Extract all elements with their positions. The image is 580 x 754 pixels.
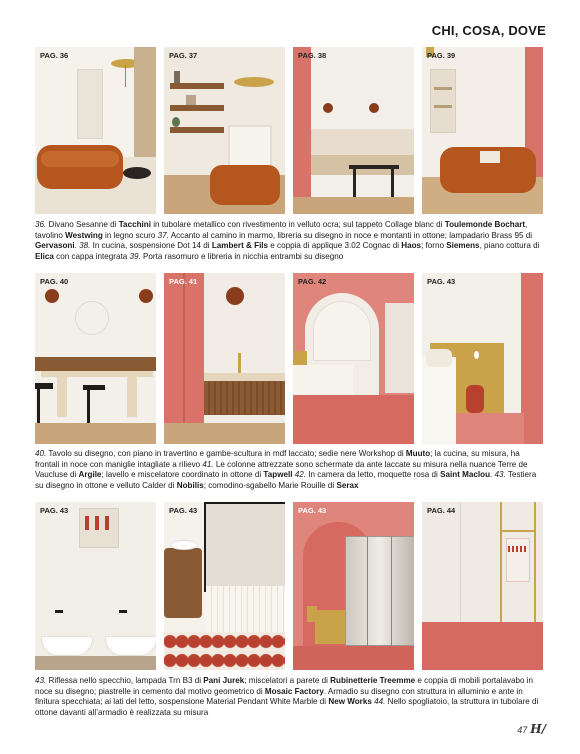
caption-text: Testiera su disegno in ottone e velluto Calder di [35,470,537,490]
caption-text: in tubolare metallico con rivestimento in velluto ocra; sul tappeto Collage blanc di [150,220,445,229]
photo-dressing-room [422,502,543,670]
photo-bedroom-arch [293,273,414,444]
page-tag: PAG. 44 [427,506,456,515]
brand-name: Lambert & Fils [211,241,269,251]
caption-text: 44. [374,697,386,707]
photo-bathroom-sinks [35,502,156,670]
page-header-title: CHI, COSA, DOVE [431,23,546,38]
caption-text: e coppia di applique 3.02 Cognac di [268,241,402,251]
caption-text: . [490,470,495,480]
photo-travertine-table [35,273,156,444]
page-tag: PAG. 42 [298,277,327,286]
brand-name: Tapwell [263,470,293,480]
page-tag: PAG. 43 [40,506,69,515]
caption-text: Divano Sesanne di [46,220,119,229]
caption-block-1 [35,220,545,262]
brand-name: Haos [401,241,422,251]
page-tag: PAG. 37 [169,51,198,60]
photo-kitchen-pink [293,47,414,214]
page-tag: PAG. 43 [169,506,198,515]
caption-text: e coppia di mobili portalavabo in noce su disegno; piastrelle in cemento dal motivo geometrico di [35,676,534,696]
caption-text: 39. [129,251,141,261]
brand-name: Tacchini [118,220,151,229]
caption-text: 42. [294,470,307,480]
brand-name: New Works [328,697,372,707]
page-tag: PAG. 43 [298,506,327,515]
caption-text: ; miscelatori a parete di [244,676,331,685]
caption-text: Riflessa nello specchio, lampada Trn B3 di [46,676,204,685]
caption-text: Nello spogliatoio, la struttura in tubolare di ottone davanti all’armadio è realizzata su misura [35,697,539,717]
caption-text: con cappa integrata [53,251,130,261]
caption-text: 43. [494,470,506,480]
brand-name: Gervasoni [35,241,75,251]
brand-name: Serax [336,480,359,490]
photo-niche-sofa [422,47,543,214]
caption-text: Tavolo su disegno, con piano in travertino e gambe-scultura in mdf laccato; sedie nere Workshop di [46,449,406,458]
page-footer [517,722,546,736]
caption-text: Le colonne attrezzate sono schermate da ante laccate su misura nella nuance Terre de Vaucluse di [35,459,528,480]
magazine-logo: H/ [530,722,546,736]
caption-text: In camera da letto, moquette rosa di [306,470,441,480]
caption-text: 37. [157,230,169,240]
caption-text: . [74,241,80,251]
brand-name: Saint Maclou [440,470,491,480]
caption-text: In cucina, sospensione Dot 14 di [90,241,212,251]
caption-text: ; la cucina, su misura, ha frontali in noce con maniglie intagliate a rilievo [35,449,520,469]
caption-text: 38. [79,241,91,251]
caption-text: ; forno [421,241,447,251]
page-number: 47 [517,725,528,735]
caption-text: 36. [35,220,47,229]
photo-headboard-brass [422,273,543,444]
page-tag: PAG. 40 [40,277,69,286]
caption-text: ; comodino-sgabello Marie Rouille di [203,480,337,490]
brand-name: Elica [35,251,54,261]
brand-name: Toulemonde Bochart [444,220,526,229]
page-tag: PAG. 36 [40,51,69,60]
photo-row-1 [35,47,543,214]
page-tag: PAG. 43 [427,277,456,286]
caption-text: 41. [202,459,214,469]
photo-row-3 [35,502,543,670]
page-tag: PAG. 38 [298,51,327,60]
caption-text: Accanto al camino in marmo, libreria su disegno in noce e montanti in ottone; lampadario Brass 95 di [168,230,533,240]
caption-text: Porta rasomuro e libreria in nicchia entrambi su disegno [140,251,344,261]
photo-row-2 [35,273,543,444]
photo-bathroom-tiles [164,502,285,670]
brand-name: Nobilis [176,480,204,490]
caption-text: , tavolino [35,220,528,240]
caption-block-2 [35,449,545,491]
brand-name: Westwing [65,230,103,240]
photo-mirrored-wardrobe [293,502,414,670]
caption-text: , piano cottura di [479,241,540,251]
photo-fireplace-bookshelf [164,47,285,214]
page-tag: PAG. 39 [427,51,456,60]
photo-pink-cabinets [164,273,285,444]
brand-name: Muuto [405,449,431,458]
brand-name: Mosaic Factory [264,686,324,696]
page-tag: PAG. 41 [169,277,198,286]
caption-block-3 [35,676,545,718]
photo-living-room-sofa [35,47,156,214]
caption-text: 40. [35,449,47,458]
caption-text: ; lavello e miscelatore coordinato in ottone di [101,470,264,480]
caption-text: in legno scuro [102,230,158,240]
brand-name: Argile [78,470,102,480]
brand-name: Siemens [446,241,480,251]
brand-name: Pani Jurek [203,676,245,685]
brand-name: Rubinetterie Treemme [330,676,416,685]
caption-text: 43. [35,676,47,685]
caption-text: . Armadio su disegno con struttura in alluminio e ante in finitura specchiata; ai lati del letto, sospensione Material Pendant White Marble di [35,686,523,707]
